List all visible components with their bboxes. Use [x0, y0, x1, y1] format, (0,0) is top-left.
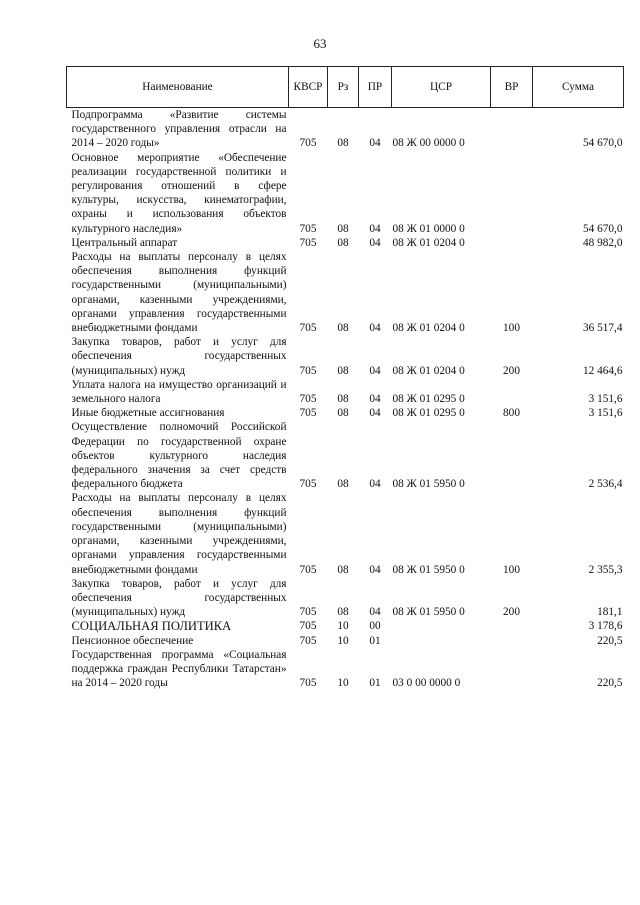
row-vr: [491, 236, 533, 250]
row-pr: 04: [369, 222, 381, 235]
budget-table: [66, 66, 624, 690]
row-pr: 04: [369, 393, 381, 406]
row-pr: 04: [369, 606, 381, 619]
row-kvsr: 705: [299, 364, 317, 377]
row-kvsr: 705: [299, 322, 317, 335]
row-sum: 54 670,0: [582, 222, 623, 235]
row-kvsr: 705: [299, 677, 317, 690]
row-csr: 08 Ж 01 0204 0: [392, 322, 465, 335]
header-rz: Рз: [328, 67, 359, 108]
row-sum: 12 464,6: [582, 364, 623, 377]
table-row-section: [67, 619, 624, 633]
row-name: Расходы на выплаты персоналу в целях обеспечения выполнения функций государственными (муниципальными) органами, казенными учреждениями, органами управления государственными внебюджетными фондами: [71, 492, 287, 576]
header-csr: ЦСР: [392, 67, 491, 108]
row-vr: [491, 378, 533, 406]
row-sum: 220,5: [597, 634, 623, 647]
row-sum: 36 517,4: [582, 322, 623, 335]
row-pr: 04: [369, 322, 381, 335]
row-pr: 04: [369, 407, 381, 420]
row-name: Осуществление полномочий Российской Федерации по государственной охране объектов культурного наследия федерального значения за счет средств федерального бюджета: [71, 421, 287, 491]
row-rz: 10: [337, 677, 349, 690]
row-kvsr: 705: [299, 236, 317, 249]
row-rz: 08: [337, 236, 349, 249]
row-pr: 01: [369, 634, 381, 647]
row-rz: 08: [337, 563, 349, 576]
row-vr: [491, 634, 533, 648]
row-name: Закупка товаров, работ и услуг для обеспечения государственных (муниципальных) нужд: [71, 577, 287, 619]
row-sum: 2 536,4: [588, 478, 623, 491]
row-name: Пенсионное обеспечение: [71, 634, 194, 647]
row-csr: 08 Ж 01 0295 0: [392, 407, 465, 420]
row-vr: [491, 420, 533, 491]
row-csr: 08 Ж 01 0204 0: [392, 364, 465, 377]
header-kvsr: КВСР: [289, 67, 328, 108]
row-name: СОЦИАЛЬНАЯ ПОЛИТИКА: [71, 619, 232, 634]
table-row: [67, 420, 624, 491]
table-row: [67, 250, 624, 335]
row-csr: 08 Ж 01 0295 0: [392, 393, 465, 406]
row-sum: 181,1: [597, 606, 623, 619]
row-sum: 3 178,6: [588, 620, 623, 633]
table-row: [67, 406, 624, 420]
row-kvsr: 705: [299, 222, 317, 235]
row-sum: 220,5: [597, 677, 623, 690]
row-name: Уплата налога на имущество организаций и земельного налога: [71, 378, 287, 406]
table-row: [67, 236, 624, 250]
row-vr: 200: [503, 364, 520, 377]
row-csr: [392, 634, 491, 648]
row-name: Закупка товаров, работ и услуг для обеспечения государственных (муниципальных) нужд: [71, 336, 287, 377]
row-sum: 3 151,6: [588, 407, 623, 420]
row-pr: 04: [369, 478, 381, 491]
table-row: [67, 491, 624, 576]
row-kvsr: 705: [299, 137, 317, 150]
table-row: [67, 378, 624, 406]
row-vr: 800: [503, 407, 520, 420]
table-row: [67, 648, 624, 691]
row-name: Расходы на выплаты персоналу в целях обеспечения выполнения функций государственными (муниципальными) органами, казенными учреждениями, органами управления государственными внебюджетными фондами: [71, 251, 287, 335]
table-row: [67, 108, 624, 151]
page-number: 63: [313, 36, 327, 51]
row-kvsr: 705: [299, 563, 317, 576]
table-row: [67, 577, 624, 620]
row-sum: 48 982,0: [582, 236, 623, 249]
row-rz: 08: [337, 478, 349, 491]
row-rz: 08: [337, 322, 349, 335]
row-vr: 100: [503, 322, 520, 335]
row-vr: [491, 108, 533, 151]
table-row: [67, 151, 624, 236]
row-sum: 54 670,0: [582, 137, 623, 150]
row-name: Центральный аппарат: [71, 236, 178, 249]
table-row: [67, 634, 624, 648]
row-pr: 04: [369, 236, 381, 249]
row-csr: 08 Ж 01 0204 0: [392, 236, 465, 249]
row-kvsr: 705: [299, 407, 317, 420]
row-name: Подпрограмма «Развитие системы государственного управления отрасли на 2014 – 2020 годы»: [71, 109, 287, 150]
header-name: Наименование: [67, 67, 289, 108]
row-csr: 08 Ж 01 0000 0: [392, 222, 465, 235]
row-pr: 01: [369, 677, 381, 690]
row-csr: 08 Ж 01 5950 0: [392, 606, 465, 619]
row-kvsr: 705: [299, 620, 317, 633]
row-rz: 08: [337, 137, 349, 150]
row-vr: 200: [503, 606, 520, 619]
row-pr: 00: [369, 620, 381, 633]
row-kvsr: 705: [299, 478, 317, 491]
row-kvsr: 705: [299, 634, 317, 647]
row-name: Основное мероприятие «Обеспечение реализации государственной политики и регулирования отношений в сфере культуры, искусства, кинематографии, охраны и использования объектов культурного наследия»: [71, 151, 287, 235]
row-rz: 10: [337, 634, 349, 647]
row-rz: 10: [337, 620, 349, 633]
table-header-row: [67, 67, 624, 108]
row-csr: [392, 619, 491, 633]
row-name: Государственная программа «Социальная поддержка граждан Республики Татарстан» на 2014 – 2020 годы: [71, 648, 287, 690]
header-pr: ПР: [359, 67, 392, 108]
row-name: Иные бюджетные ассигнования: [71, 407, 225, 420]
row-rz: 08: [337, 364, 349, 377]
row-vr: 100: [503, 563, 520, 576]
row-kvsr: 705: [299, 606, 317, 619]
row-csr: 08 Ж 01 5950 0: [392, 563, 465, 576]
header-sum: Сумма: [533, 67, 624, 108]
table-body: [67, 108, 624, 691]
header-vr: ВР: [491, 67, 533, 108]
row-sum: 3 151,6: [588, 393, 623, 406]
row-vr: [491, 151, 533, 236]
row-rz: 08: [337, 407, 349, 420]
table-row: [67, 335, 624, 378]
row-pr: 04: [369, 563, 381, 576]
row-csr: 08 Ж 00 0000 0: [392, 137, 465, 150]
row-pr: 04: [369, 137, 381, 150]
row-vr: [491, 619, 533, 633]
row-rz: 08: [337, 393, 349, 406]
row-vr: [491, 648, 533, 691]
row-pr: 04: [369, 364, 381, 377]
row-sum: 2 355,3: [588, 563, 623, 576]
row-csr: 08 Ж 01 5950 0: [392, 478, 465, 491]
row-kvsr: 705: [299, 393, 317, 406]
row-csr: 03 0 00 0000 0: [392, 677, 461, 690]
row-rz: 08: [337, 606, 349, 619]
row-rz: 08: [337, 222, 349, 235]
